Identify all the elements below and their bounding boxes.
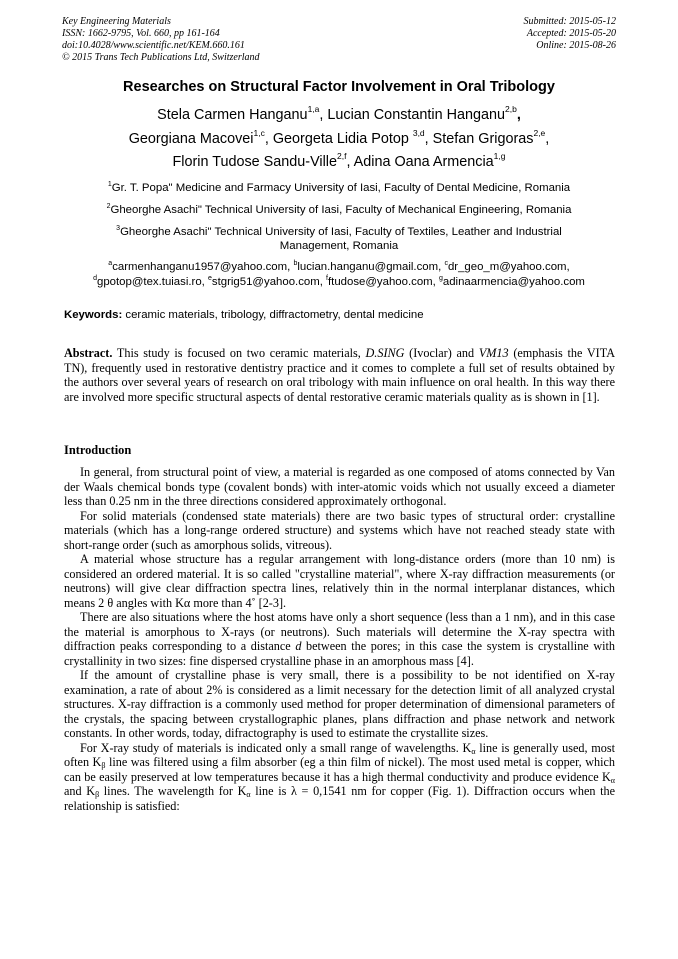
paragraph: In general, from structural point of view, a material is regarded as one composed of atoms connected by Van der Waals chemical bonds type (covalent bonds) with inter-atomic voids which not usually exceed a diameter less than 0.25 nm in the three directions considered approximately orthogonal. [64, 465, 615, 508]
author-affiliation-mark: 1,g [493, 151, 506, 161]
affiliation-text: Gheorghe Asachi" Technical University of Iasi, Faculty of Textiles, Leather and Industrial Management, Romania [120, 226, 562, 252]
email-mark: e [208, 275, 212, 282]
abstract-text: (emphasis the VITA TN), frequently used in restorative dentistry practice and it comes to complete a full set of results obtained by the authors over several years of research on oral tribology with main influence on oral health. In this way there are involved more specific structural aspects of dental restorative ceramic materials quality as is shown in [1]. [64, 346, 615, 404]
author-affiliation-mark: 1,a [307, 104, 320, 114]
online-date: Online: 2015-08-26 [536, 40, 616, 51]
affiliation-number: 1 [107, 181, 112, 188]
author-name: Georgeta Lidia Potop [272, 130, 413, 147]
author-separator: , [424, 130, 433, 147]
author-affiliation-mark: 2,b [505, 104, 517, 114]
affiliation-text: Gheorghe Asachi" Technical University of Iasi, Faculty of Mechanical Engineering, Romania [110, 204, 572, 216]
author-separator: , [264, 130, 273, 147]
keywords-text: ceramic materials, tribology, diffractometry, dental medicine [122, 309, 424, 321]
author-separator: , [516, 107, 521, 123]
email-mark: c [444, 260, 448, 267]
section-heading-introduction: Introduction [64, 443, 132, 457]
email-mark: g [438, 275, 443, 282]
email-address: dr_geo_m@yahoo.com, [447, 261, 570, 273]
copyright-line: © 2015 Trans Tech Publications Ltd, Switzerland [62, 52, 260, 63]
affiliation-text: Gr. T. Popa" Medicine and Farmacy University of Iasi, Faculty of Dental Medicine, Romania [111, 182, 571, 194]
paragraph-text: line was filtered using a film absorber (eg a thin film of nickel). The most used metal is copper, which can be easily preserved at low temperatures because it has a high thermal conductivity and produce evidence K [64, 755, 615, 784]
email-address: carmenhanganu1957@yahoo.com, [112, 261, 294, 273]
subscript: α [246, 790, 251, 799]
abstract [64, 346, 615, 404]
paragraph-text: lines. The wavelength for K [99, 784, 247, 798]
paragraph: If the amount of crystalline phase is very small, there is a possibility to be not identified on X-ray examination, a rate of about 2% is considered as a limit necessary for the detection limit of all analyzed crystal structures. X-ray diffraction is a commonly used method for proper determination of dimensional parameters of the crystals, the spacing between crystallographic planes, plans diffraction and phase network and network constants. In other words, today, difractography is used to estimate the crystallite sizes. [64, 668, 615, 740]
author-affiliation-mark: 1,c [253, 127, 265, 138]
abstract-label: Abstract. [64, 346, 113, 360]
paragraph-text: and K [64, 784, 96, 798]
author-name: Stela Carmen Hanganu [157, 107, 308, 123]
author-separator: , [319, 107, 328, 123]
paragraph: For solid materials (condensed state materials) there are two basic types of structural order: crystalline materials (which has a long-range ordered structure) and systems which have not reached steady state with short-range order (such as amorphous solids, vitreous). [64, 508, 615, 552]
author-name: Lucian Constantin Hanganu [327, 107, 506, 123]
publication-dates [524, 16, 617, 52]
journal-info [62, 16, 260, 64]
paragraph: A material whose structure has a regular arrangement with long-distance orders (more than 10 nm) is considered an ordered material. It is so called "crystalline material", where X-ray diffraction measurements (or neutrons) will give clear diffraction spectra lines, relatively thin in the normal interplanar distances, which means 2 θ angles with Kα more than 4˚ [2-3]. [64, 552, 615, 610]
subscript: β [101, 761, 106, 770]
affiliation-3 [82, 225, 596, 253]
affiliation-1 [40, 181, 638, 195]
subscript: α [610, 775, 615, 785]
email-address: lucian.hanganu@gmail.com, [297, 261, 445, 273]
email-mark: d [93, 275, 98, 282]
keywords-line [64, 309, 616, 321]
affiliation-number: 2 [106, 203, 111, 210]
subscript: β [95, 790, 100, 799]
accepted-date: Accepted: 2015-05-20 [526, 28, 616, 39]
author-affiliation-mark: 2,e [533, 127, 546, 138]
author-separator: , [545, 130, 550, 147]
email-mark: a [108, 260, 113, 267]
affiliation-number: 3 [116, 225, 121, 232]
author-name: Stefan Grigoras [432, 130, 534, 147]
journal-name: Key Engineering Materials [62, 16, 171, 27]
abstract-text: (Ivoclar) and [404, 346, 479, 360]
keywords-label: Keywords: [64, 309, 123, 321]
paragraph-text: between the pores; in this case the system is crystalline with crystallinity in two sizes: fine dispersed crystalline phase in an amorphous mass [4]. [64, 639, 616, 668]
submitted-date: Submitted: 2015-05-12 [523, 16, 616, 27]
issn-line: ISSN: 1662-9795, Vol. 660, pp 161-164 [62, 28, 220, 39]
introduction-body [64, 465, 615, 813]
author-name: Florin Tudose Sandu-Ville [172, 154, 338, 170]
email-mark: b [293, 260, 298, 267]
distance-symbol: d [295, 639, 302, 653]
email-address: ftudose@yahoo.com, [328, 276, 439, 288]
email-address: gpotop@tex.tuiasi.ro, [97, 276, 208, 288]
abstract-text: This study is focused on two ceramic materials, [112, 346, 366, 360]
author-affiliation-mark: 3,d [412, 127, 425, 138]
author-name: Adina Oana Armencia [353, 154, 494, 170]
affiliation-2 [40, 203, 638, 217]
subscript: α [471, 746, 476, 756]
author-emails [40, 260, 638, 290]
paper-title: Researches on Structural Factor Involvement in Oral Tribology [123, 79, 555, 95]
author-affiliation-mark: 2,f [337, 151, 347, 161]
author-name: Georgiana Macovei [128, 130, 254, 147]
paragraph [64, 610, 615, 668]
paragraph-text: line is generally used, most often K [64, 740, 615, 769]
material-name: VM13 [478, 346, 509, 360]
email-mark: f [326, 275, 328, 282]
paragraph [64, 741, 615, 814]
paragraph-text: For X-ray study of materials is indicated only a small range of wavelengths. K [80, 740, 472, 755]
email-address: stgrig51@yahoo.com, [211, 276, 327, 288]
email-address: adinaarmencia@yahoo.com [442, 276, 585, 288]
author-separator: , [346, 154, 354, 170]
author-list [40, 104, 638, 175]
paragraph-text: line is λ = 0,1541 nm for copper (Fig. 1). Diffraction occurs when the relationship is satisfied: [64, 784, 615, 813]
paragraph-text: There are also situations where the host atoms have only a short sequence (less than a 1 nm), and in this case the material is amorphous to X-rays (or neutrons). Such materials will determine the X-ray spectra with diffraction peaks corresponding to a distance [64, 610, 615, 653]
abstract-paragraph [64, 346, 615, 404]
doi-line: doi:10.4028/www.scientific.net/KEM.660.161 [62, 40, 245, 51]
material-name: D.SING [365, 346, 405, 360]
